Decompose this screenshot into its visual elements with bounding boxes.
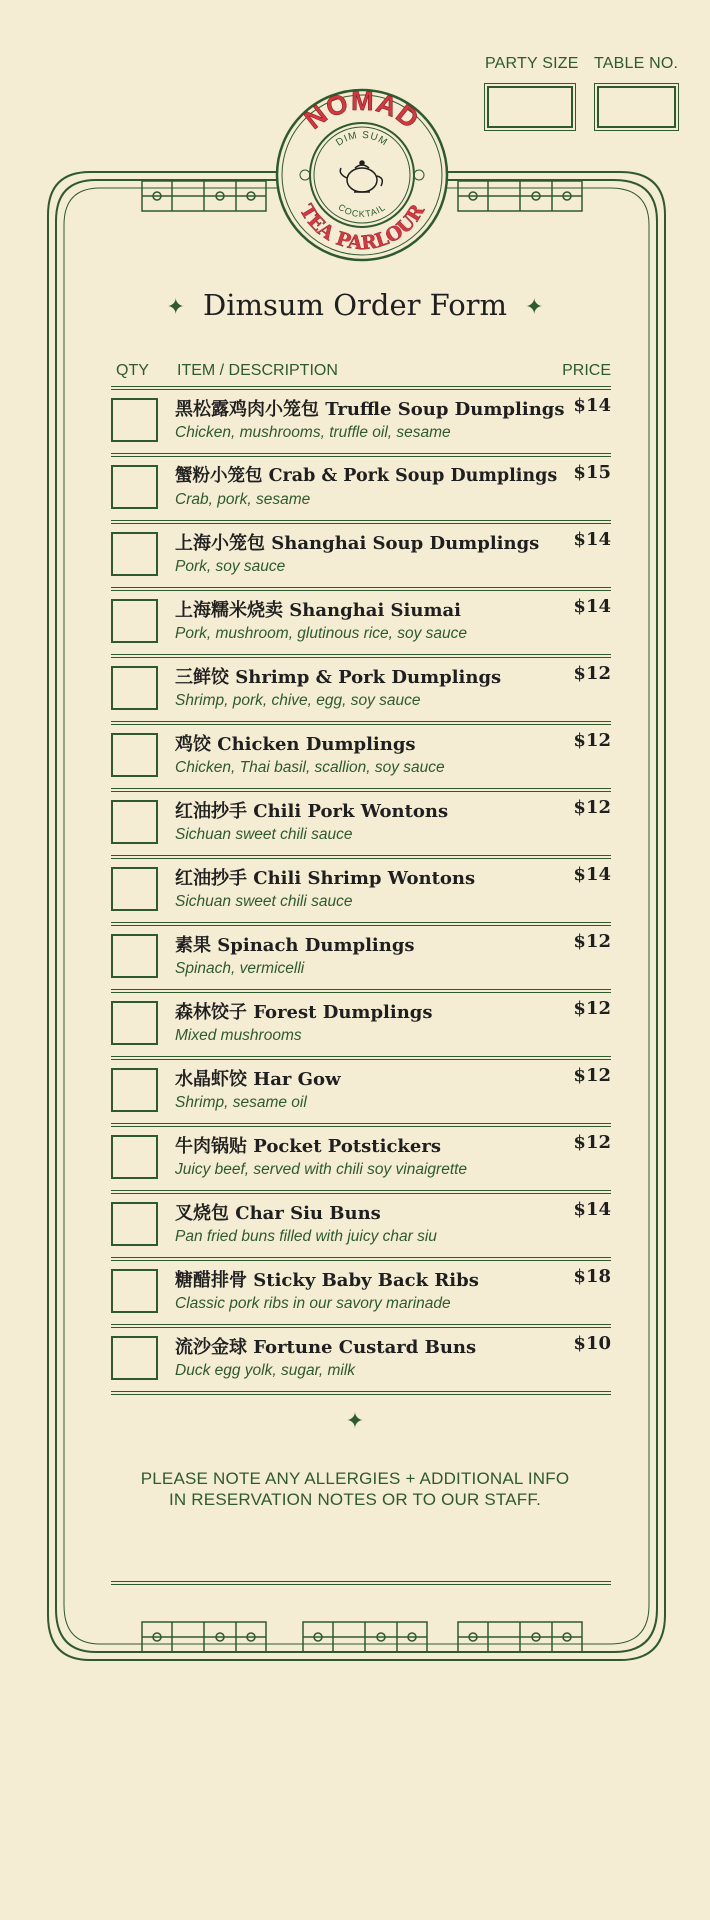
qty-box[interactable] bbox=[111, 1269, 158, 1313]
item-price: $14 bbox=[573, 596, 611, 617]
menu-item bbox=[111, 1062, 611, 1129]
item-description: Shrimp, sesame oil bbox=[175, 1094, 307, 1111]
row-rule bbox=[111, 791, 611, 792]
qty-box[interactable] bbox=[111, 1001, 158, 1045]
menu-item bbox=[111, 660, 611, 727]
item-price: $10 bbox=[573, 1333, 611, 1354]
row-rule bbox=[111, 587, 611, 588]
row-rule bbox=[111, 520, 611, 521]
item-name: 蟹粉小笼包 Crab & Pork Soup Dumplings bbox=[175, 466, 558, 486]
qty-box[interactable] bbox=[111, 1202, 158, 1246]
qty-box[interactable] bbox=[111, 599, 158, 643]
party-size-field[interactable] bbox=[487, 86, 573, 128]
item-description: Spinach, vermicelli bbox=[175, 960, 305, 977]
row-rule bbox=[111, 925, 611, 926]
item-name: 森林饺子 Forest Dumplings bbox=[175, 1002, 433, 1023]
item-price: $14 bbox=[573, 864, 611, 885]
row-rule bbox=[111, 1260, 611, 1261]
menu-item bbox=[111, 1129, 611, 1196]
item-price: $12 bbox=[573, 998, 611, 1019]
title-text: Dimsum Order Form bbox=[202, 288, 508, 322]
item-price: $12 bbox=[573, 730, 611, 751]
qty-box[interactable] bbox=[111, 1336, 158, 1380]
table-no-field[interactable] bbox=[597, 86, 676, 128]
item-description: Sichuan sweet chili sauce bbox=[175, 826, 353, 843]
item-price: $14 bbox=[573, 529, 611, 550]
qty-box[interactable] bbox=[111, 532, 158, 576]
lattice-ornament bbox=[142, 181, 266, 211]
table-no-label: TABLE NO. bbox=[594, 55, 679, 72]
item-name: 三鲜饺 Shrimp & Pork Dumplings bbox=[175, 667, 502, 688]
item-name: 红油抄手 Chili Shrimp Wontons bbox=[175, 868, 476, 889]
item-price: $12 bbox=[573, 797, 611, 818]
item-price: $15 bbox=[573, 462, 611, 483]
item-header: ITEM / DESCRIPTION bbox=[177, 362, 338, 379]
row-rule bbox=[111, 1327, 611, 1328]
menu-item bbox=[111, 794, 611, 861]
item-description: Crab, pork, sesame bbox=[175, 491, 311, 508]
menu-item bbox=[111, 392, 611, 459]
logo-inner-top: DIM SUM bbox=[334, 129, 390, 149]
item-price: $12 bbox=[573, 931, 611, 952]
item-price: $14 bbox=[573, 395, 611, 416]
row-rule bbox=[111, 788, 611, 789]
logo-bottom-text: TEA PARLOUR bbox=[294, 200, 430, 255]
item-description: Shrimp, pork, chive, egg, soy sauce bbox=[175, 692, 421, 709]
row-rule bbox=[111, 1059, 611, 1060]
row-rule bbox=[111, 1257, 611, 1258]
qty-box[interactable] bbox=[111, 398, 158, 442]
row-rule bbox=[111, 654, 611, 655]
note-line-1: PLEASE NOTE ANY ALLERGIES + ADDITIONAL INFO bbox=[140, 1469, 570, 1488]
price-header: PRICE bbox=[562, 362, 611, 379]
qty-box[interactable] bbox=[111, 1135, 158, 1179]
lattice-ornament bbox=[142, 1622, 266, 1652]
menu-item bbox=[111, 459, 611, 526]
lattice-ornament bbox=[458, 181, 582, 211]
allergy-note bbox=[0, 1468, 710, 1510]
star-icon: ✦ bbox=[166, 294, 185, 320]
menu-item bbox=[111, 727, 611, 794]
item-description: Pan fried buns filled with juicy char siu bbox=[175, 1228, 437, 1245]
column-headers bbox=[111, 362, 611, 384]
row-rule bbox=[111, 456, 611, 457]
item-name: 红油抄手 Chili Pork Wontons bbox=[175, 801, 449, 822]
item-name: 上海糯米烧卖 Shanghai Siumai bbox=[175, 600, 462, 621]
item-name: 流沙金球 Fortune Custard Buns bbox=[175, 1337, 477, 1358]
menu-item bbox=[111, 593, 611, 660]
qty-box[interactable] bbox=[111, 934, 158, 978]
lattice-ornament bbox=[458, 1622, 582, 1652]
nomad-logo bbox=[275, 88, 449, 262]
footer-rule bbox=[111, 1581, 611, 1582]
item-description: Classic pork ribs in our savory marinade bbox=[175, 1295, 451, 1312]
row-rule bbox=[111, 1394, 611, 1395]
row-rule bbox=[111, 590, 611, 591]
row-rule bbox=[111, 523, 611, 524]
logo-top-text: NOMAD bbox=[298, 88, 426, 135]
header-rule bbox=[111, 386, 611, 387]
menu-item bbox=[111, 995, 611, 1062]
item-name: 素果 Spinach Dumplings bbox=[175, 935, 415, 956]
menu-item bbox=[111, 861, 611, 928]
party-size-label: PARTY SIZE bbox=[485, 55, 579, 72]
item-name: 鸡饺 Chicken Dumplings bbox=[175, 734, 416, 755]
star-icon: ✦ bbox=[525, 294, 544, 320]
page-title bbox=[0, 288, 710, 322]
row-rule bbox=[111, 1190, 611, 1191]
row-rule bbox=[111, 1123, 611, 1124]
item-price: $18 bbox=[573, 1266, 611, 1287]
item-description: Chicken, mushrooms, truffle oil, sesame bbox=[175, 424, 451, 441]
logo-inner-bottom: COCKTAIL bbox=[336, 201, 388, 220]
row-rule bbox=[111, 657, 611, 658]
star-icon: ✦ bbox=[345, 1408, 365, 1433]
row-rule bbox=[111, 1126, 611, 1127]
qty-box[interactable] bbox=[111, 666, 158, 710]
menu-item bbox=[111, 1330, 611, 1397]
item-price: $12 bbox=[573, 1065, 611, 1086]
item-name: 黑松露鸡肉小笼包 Truffle Soup Dumplings bbox=[175, 399, 565, 420]
item-description: Juicy beef, served with chili soy vinaigrette bbox=[175, 1161, 468, 1178]
item-price: $12 bbox=[573, 663, 611, 684]
item-price: $12 bbox=[573, 1132, 611, 1153]
lattice-ornament bbox=[303, 1622, 427, 1652]
row-rule bbox=[111, 992, 611, 993]
qty-box[interactable] bbox=[111, 733, 158, 777]
row-rule bbox=[111, 724, 611, 725]
item-name: 糖醋排骨 Sticky Baby Back Ribs bbox=[175, 1270, 479, 1291]
row-rule bbox=[111, 1391, 611, 1392]
row-rule bbox=[111, 1193, 611, 1194]
item-description: Duck egg yolk, sugar, milk bbox=[175, 1362, 356, 1379]
item-price: $14 bbox=[573, 1199, 611, 1220]
row-rule bbox=[111, 1324, 611, 1325]
row-rule bbox=[111, 855, 611, 856]
footer-rule bbox=[111, 1584, 611, 1585]
item-name: 牛肉锅贴 Pocket Potstickers bbox=[175, 1136, 441, 1157]
item-description: Pork, soy sauce bbox=[175, 558, 286, 575]
row-rule bbox=[111, 453, 611, 454]
header-rule bbox=[111, 389, 611, 390]
menu-item bbox=[111, 1263, 611, 1330]
item-description: Sichuan sweet chili sauce bbox=[175, 893, 353, 910]
row-rule bbox=[111, 858, 611, 859]
item-name: 上海小笼包 Shanghai Soup Dumplings bbox=[175, 533, 540, 554]
row-rule bbox=[111, 1056, 611, 1057]
note-line-2: IN RESERVATION NOTES OR TO OUR STAFF. bbox=[168, 1490, 541, 1509]
row-rule bbox=[111, 989, 611, 990]
item-name: 叉烧包 Char Siu Buns bbox=[175, 1203, 381, 1224]
item-description: Mixed mushrooms bbox=[175, 1027, 302, 1044]
item-description: Chicken, Thai basil, scallion, soy sauce bbox=[175, 759, 445, 776]
menu-item bbox=[111, 526, 611, 593]
row-rule bbox=[111, 922, 611, 923]
menu-item bbox=[111, 1196, 611, 1263]
qty-box[interactable] bbox=[111, 800, 158, 844]
qty-box[interactable] bbox=[111, 1068, 158, 1112]
item-description: Pork, mushroom, glutinous rice, soy sauce bbox=[175, 625, 468, 642]
item-name: 水晶虾饺 Har Gow bbox=[175, 1069, 341, 1090]
menu-item bbox=[111, 928, 611, 995]
qty-box[interactable] bbox=[111, 465, 158, 509]
qty-header: QTY bbox=[116, 362, 149, 379]
row-rule bbox=[111, 721, 611, 722]
qty-box[interactable] bbox=[111, 867, 158, 911]
